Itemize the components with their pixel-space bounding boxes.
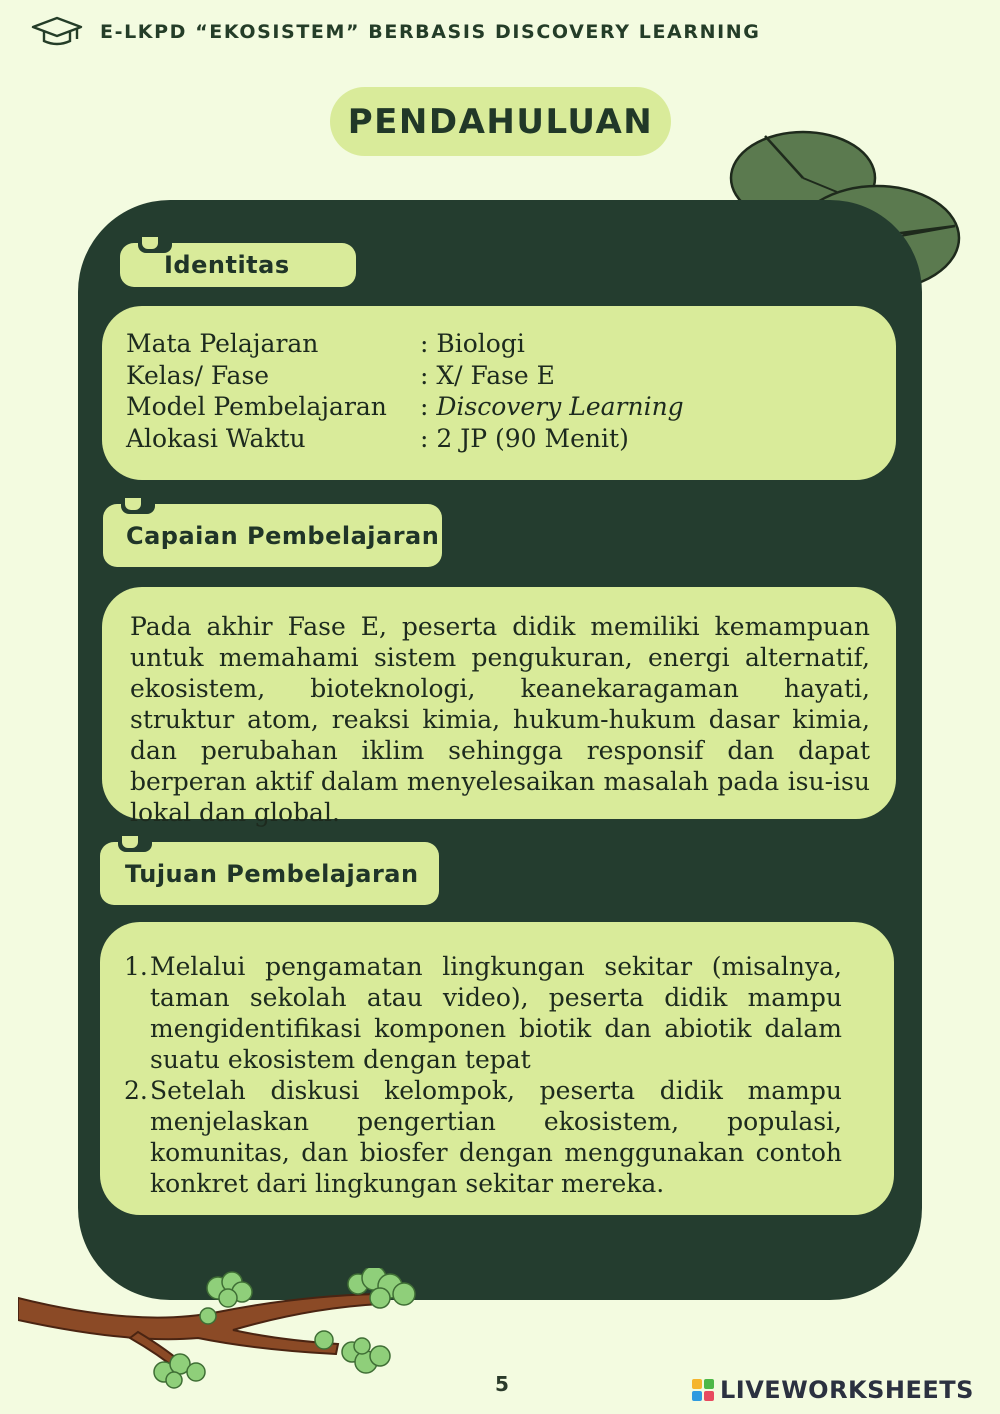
identitas-heading: Identitas — [164, 251, 290, 279]
identitas-value: : X/ Fase E — [420, 360, 555, 390]
identitas-key: Mata Pelajaran — [126, 329, 319, 358]
liveworksheets-logo-icon — [692, 1379, 714, 1401]
list-item — [124, 951, 842, 1075]
list-item — [124, 1075, 842, 1199]
identitas-key: Alokasi Waktu — [126, 423, 306, 453]
page-title: PENDAHULUAN — [330, 87, 671, 156]
tujuan-heading: Tujuan Pembelajaran — [125, 859, 419, 888]
document-header — [30, 14, 760, 50]
identitas-table — [126, 328, 684, 454]
identitas-value: : Biologi — [420, 329, 525, 358]
identitas-value: : 2 JP (90 Menit) — [420, 423, 629, 453]
tujuan-box — [100, 922, 894, 1215]
identitas-value: : Discovery Learning — [420, 392, 684, 421]
tujuan-heading-tab — [100, 842, 439, 905]
tab-notch — [121, 498, 155, 514]
list-text: Melalui pengamatan lingkungan sekitar (misalnya, taman sekolah atau video), peserta didik mampu mengidentifikasi komponen biotik dan abiotik dalam suatu ekosistem dengan tepat — [150, 952, 842, 1074]
watermark-text: LIVEWORKSHEETS — [720, 1376, 974, 1404]
capaian-box — [102, 587, 896, 827]
list-number: 2. — [124, 1076, 148, 1105]
identitas-heading-tab — [120, 243, 356, 287]
identitas-row — [126, 423, 684, 455]
document-title: E-LKPD “EKOSISTEM” BERBASIS DISCOVERY LEARNING — [100, 21, 761, 43]
tujuan-list — [124, 951, 842, 1199]
identitas-row — [126, 328, 684, 360]
identitas-box — [102, 306, 896, 480]
liveworksheets-watermark — [692, 1376, 974, 1404]
capaian-heading: Capaian Pembelajaran — [126, 521, 440, 550]
identitas-key: Kelas/ Fase — [126, 360, 270, 390]
tab-notch — [138, 237, 172, 253]
list-text: Setelah diskusi kelompok, peserta didik mampu menjelaskan pengertian ekosistem, populasi, komunitas, dan biosfer dengan menggunakan contoh konkret dari lingkungan sekitar mereka. — [150, 1076, 842, 1198]
list-number: 1. — [124, 952, 148, 981]
identitas-row — [126, 391, 684, 423]
tab-notch — [118, 836, 152, 852]
capaian-heading-tab — [103, 504, 442, 567]
graduation-cap-icon — [30, 15, 84, 49]
page-number: 5 — [495, 1372, 509, 1396]
branch-illustration — [18, 1268, 428, 1393]
capaian-text: Pada akhir Fase E, peserta didik memiliki kemampuan untuk memahami sistem pengukuran, energi alternatif, ekosistem, bioteknologi, keanekaragaman hayati, struktur atom, reaksi kimia, hukum-hukum dasar kimia, dan perubahan iklim sehingga responsif dan dapat berperan aktif dalam menyelesaikan masalah pada isu-isu lokal dan global. — [130, 612, 870, 827]
identitas-row — [126, 360, 684, 392]
identitas-key: Model Pembelajaran — [126, 392, 387, 421]
